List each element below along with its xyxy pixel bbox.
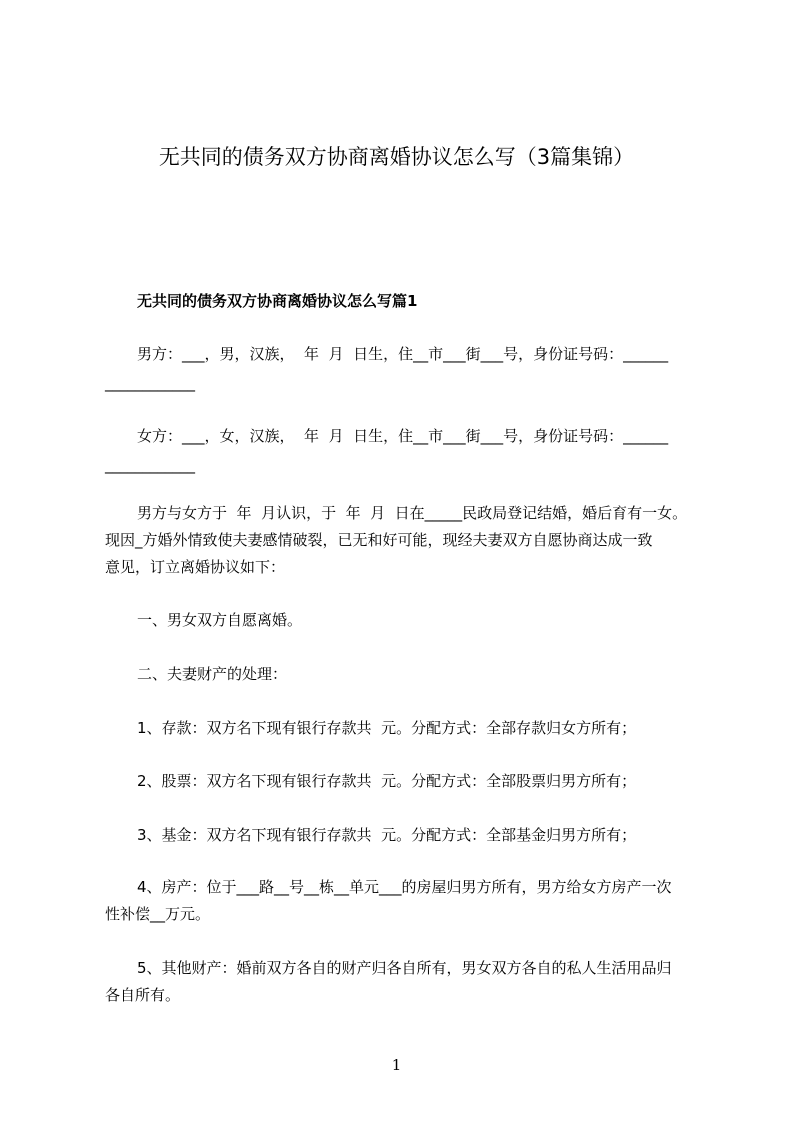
property-item-4-line-1: 4、房产：位于___路__号__栋__单元___的房屋归男方所有，男方给女方房产一次	[137, 878, 672, 896]
document-title: 无共同的债务双方协商离婚协议怎么写（3篇集锦）	[158, 145, 635, 169]
clause-2: 二、夫妻财产的处理：	[137, 665, 288, 683]
property-item-5-line-2: 各自所有。	[105, 986, 181, 1004]
female-party-line-1: 女方：___，女，汉族， 年 月 日生，住__市___街___号，身份证号码：______	[137, 427, 669, 445]
page-number: 1	[391, 1056, 402, 1074]
intro-paragraph-line-3: 意见，订立离婚协议如下：	[105, 558, 286, 576]
property-item-2: 2、股票：双方名下现有银行存款共 元。分配方式：全部股票归男方所有；	[137, 772, 637, 790]
female-party-line-2: ____________	[105, 456, 195, 474]
intro-paragraph-line-2: 现因_方婚外情致使夫妻感情破裂，已无和好可能，现经夫妻双方自愿协商达成一致	[105, 531, 653, 549]
property-item-3: 3、基金：双方名下现有银行存款共 元。分配方式：全部基金归男方所有；	[137, 826, 637, 844]
clause-1: 一、男女双方自愿离婚。	[137, 611, 303, 629]
male-party-line-1: 男方：___，男，汉族， 年 月 日生，住__市___街___号，身份证号码：______	[137, 345, 669, 363]
property-item-1: 1、存款：双方名下现有银行存款共 元。分配方式：全部存款归女方所有；	[137, 719, 637, 737]
section-heading: 无共同的债务双方协商离婚协议怎么写篇1	[137, 292, 418, 310]
intro-paragraph-line-1: 男方与女方于 年 月认识，于 年 月 日在_____民政局登记结婚，婚后育有一女。	[137, 504, 688, 522]
male-party-line-2: ____________	[105, 374, 195, 392]
property-item-5-line-1: 5、其他财产：婚前双方各自的财产归各自所有，男女双方各自的私人生活用品归	[137, 959, 672, 977]
property-item-4-line-2: 性补偿__万元。	[105, 905, 211, 923]
